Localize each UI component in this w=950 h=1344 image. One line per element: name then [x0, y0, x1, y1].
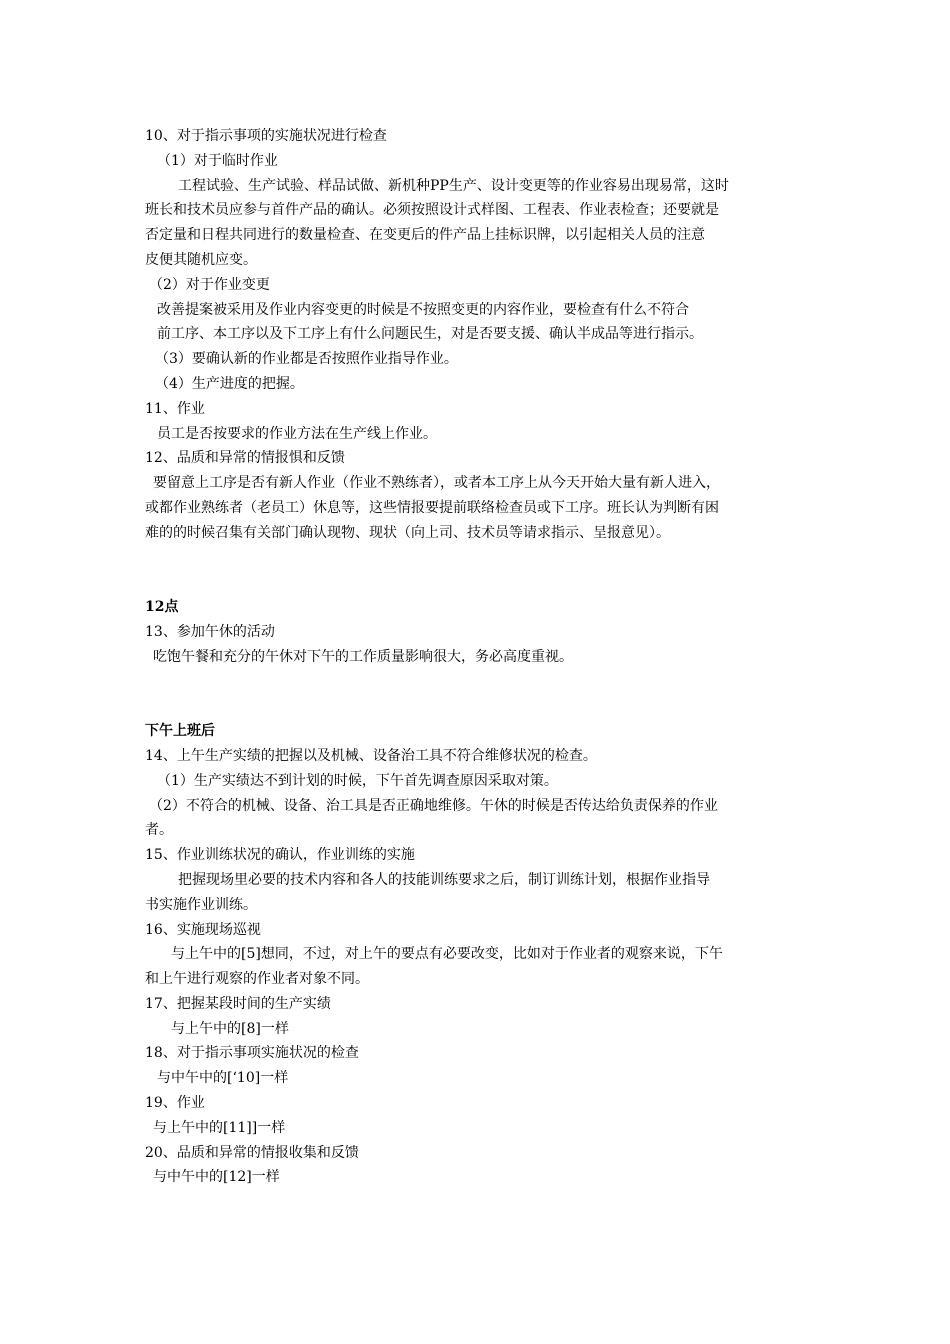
section-heading-afternoon: 下午上班后 [145, 723, 215, 740]
paragraph-line: 员工是否按要求的作业方法在生产线上作业。 [157, 425, 437, 442]
paragraph-line: 书实施作业训练。 [145, 896, 257, 913]
paragraph-line: 与中午中的[12]一样 [153, 1169, 280, 1186]
paragraph-line: 或都作业熟练者（老员工）休息等，这些情报要提前联络检查员或下工序。班长认为判断有困 [145, 499, 719, 516]
document-body [145, 124, 820, 1190]
heading-item-15: 15、作业训练状况的确认，作业训练的实施 [145, 847, 415, 864]
heading-item-13: 13、参加午休的活动 [145, 623, 275, 640]
subitem-production-results: （1）生产实绩达不到计划的时候，下午首先调查原因采取对策。 [157, 772, 558, 789]
heading-item-16: 16、实施现场巡视 [145, 921, 261, 938]
heading-item-10: 10、对于指示事项的实施状况进行检查 [145, 128, 387, 144]
heading-item-12: 12、品质和异常的情报惧和反馈 [145, 450, 345, 467]
subitem-repair: （2）不符合的机械、设备、治工具是否正确地维修。午休的时候是否传达给负责保养的作业 [149, 797, 718, 814]
paragraph-line: 者。 [145, 822, 173, 839]
paragraph-line: 否定量和日程共同进行的数量检查、在变更后的件产品上挂标识牌，以引起相关人员的注意 [145, 227, 705, 244]
paragraph-line: 工程试验、生产试验、样品试做、新机种PP生产、设计变更等的作业容易出现易常，这时 [178, 177, 729, 194]
spacer [145, 546, 820, 596]
paragraph-line: 与中午中的[‘10]一样 [157, 1070, 289, 1087]
paragraph-line: 皮便其随机应变。 [145, 251, 257, 268]
heading-item-14: 14、上午生产实绩的把握以及机械、设备治工具不符合维修状况的检查。 [145, 747, 597, 764]
paragraph-line: 要留意上工序是否有新人作业（作业不熟练者），或者本工序上从今天开始大量有新人进入， [153, 475, 720, 492]
subitem-work-change: （2）对于作业变更 [149, 276, 270, 293]
paragraph-line: 前工序、本工序以及下工序上有什么问题民生，对是否要支援、确认半成品等进行指示。 [157, 326, 703, 343]
heading-item-11: 11、作业 [145, 400, 205, 417]
paragraph-line: 与上午中的[5]想同，不过，对上午的要点有必要改变，比如对于作业者的观察来说，下午 [171, 946, 723, 963]
heading-item-20: 20、品质和异常的情报收集和反馈 [145, 1144, 359, 1161]
subitem-progress: （4）生产进度的把握。 [155, 375, 304, 392]
paragraph-line: 吃饱午餐和充分的午休对下午的工作质量影响很大，务必高度重视。 [153, 648, 573, 665]
paragraph-line: 班长和技术员应参与首件产品的确认。必须按照设计式样图、工程表、作业表检查；还要就是 [145, 202, 719, 219]
subitem-temporary-work: （1）对于临时作业 [157, 152, 278, 169]
paragraph-line: 与上午中的[8]一样 [171, 1020, 289, 1037]
heading-item-18: 18、对于指示事项实施状况的检查 [145, 1045, 359, 1062]
heading-item-19: 19、作业 [145, 1095, 205, 1112]
heading-item-17: 17、把握某段时间的生产实绩 [145, 995, 331, 1012]
paragraph-line: 与上午中的[11]]一样 [153, 1119, 286, 1136]
paragraph-line: 把握现场里必要的技术内容和各人的技能训练要求之后，制订训练计划，根据作业指导 [178, 871, 710, 888]
section-heading-noon: 12点 [145, 599, 179, 616]
subitem-confirm-new-work: （3）要确认新的作业都是否按照作业指导作业。 [155, 351, 458, 368]
paragraph-line: 改善提案被采用及作业内容变更的时候是不按照变更的内容作业，要检查有什么不符合 [157, 301, 689, 318]
spacer [145, 670, 820, 720]
paragraph-line: 难的的时候召集有关部门确认现物、现状（向上司、技术员等请求指示、呈报意见）。 [145, 524, 670, 541]
paragraph-line: 和上午进行观察的作业者对象不同。 [145, 971, 369, 988]
